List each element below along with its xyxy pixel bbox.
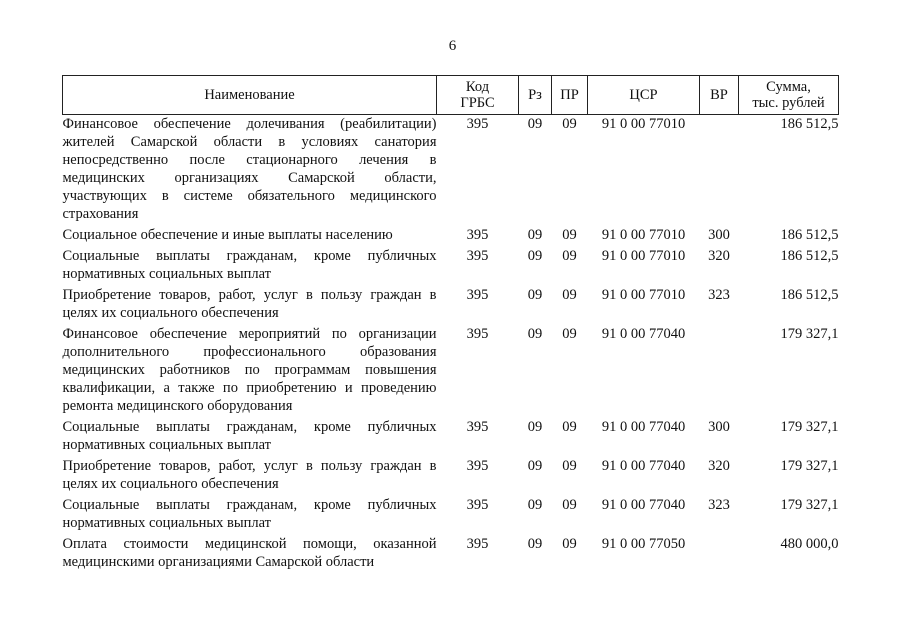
row-rz: 09 [527,326,543,342]
row-grbs: 395 [466,458,489,474]
row-grbs: 395 [466,287,489,303]
row-csr: 91 0 00 77050 [601,536,686,552]
table-row [63,418,839,457]
header-sum-line1: Сумма, [766,79,811,95]
row-csr: 91 0 00 77010 [601,116,686,132]
row-rz: 09 [527,458,543,474]
row-sum: 186 512,5 [780,116,839,132]
row-sum: 179 327,1 [780,419,839,435]
row-name: Финансовое обеспечение мероприятий по организации дополнительного профессионального образования медицинских работников по программам повышения квалификации, а также по приобретению и проведению ремонта медицинского оборудования [62,326,437,414]
row-rz: 09 [527,536,543,552]
row-grbs: 395 [466,497,489,513]
row-name: Социальные выплаты гражданам, кроме публичных нормативных социальных выплат [62,419,437,453]
row-vr: 320 [708,458,730,474]
row-csr: 91 0 00 77040 [601,326,686,342]
header-csr: ЦСР [588,76,700,115]
row-name: Приобретение товаров, работ, услуг в пользу граждан в целях их социального обеспечения [62,458,437,492]
table-row [63,247,839,286]
row-rz: 09 [527,116,543,132]
row-name: Финансовое обеспечение долечивания (реабилитации) жителей Самарской области в условиях санатория непосредственно после стационарного лечения в медицинских организациях Самарской области, участвующих в системе обязательного медицинского страхования [62,116,437,222]
header-grbs-line2: ГРБС [460,95,495,111]
row-pr: 09 [562,248,577,264]
row-vr [700,535,739,574]
row-rz: 09 [527,227,543,243]
row-pr: 09 [562,497,577,513]
row-vr: 320 [708,248,730,264]
row-pr: 09 [562,536,577,552]
row-csr: 91 0 00 77040 [601,497,686,513]
row-sum: 179 327,1 [780,458,839,474]
row-csr: 91 0 00 77040 [601,419,686,435]
table-row [63,286,839,325]
row-csr: 91 0 00 77040 [601,458,686,474]
row-pr: 09 [562,287,577,303]
row-rz: 09 [527,497,543,513]
row-rz: 09 [527,419,543,435]
row-name: Социальные выплаты гражданам, кроме публичных нормативных социальных выплат [62,497,437,531]
header-pr: ПР [552,76,588,115]
table-row [63,115,839,227]
row-grbs: 395 [466,419,489,435]
row-grbs: 395 [466,248,489,264]
row-pr: 09 [562,458,577,474]
row-sum: 179 327,1 [780,497,839,513]
row-csr: 91 0 00 77010 [601,287,686,303]
header-grbs-line1: Код [465,79,490,95]
header-rz: Рз [519,76,552,115]
header-sum [739,76,839,115]
header-sum-line2: тыс. рублей [752,95,825,111]
row-pr: 09 [562,227,577,243]
row-sum: 186 512,5 [780,227,839,243]
row-csr: 91 0 00 77010 [601,227,686,243]
table-row [63,457,839,496]
row-grbs: 395 [466,536,489,552]
table-row [63,496,839,535]
row-csr: 91 0 00 77010 [601,248,686,264]
row-vr: 300 [708,227,730,243]
header-vr: ВР [700,76,739,115]
table-row [63,535,839,574]
table-row [63,325,839,418]
row-vr: 300 [708,419,730,435]
row-sum: 186 512,5 [780,287,839,303]
row-vr: 323 [708,497,730,513]
page-number: 6 [448,38,457,54]
row-name: Социальное обеспечение и иные выплаты населению [62,227,393,243]
row-name: Социальные выплаты гражданам, кроме публичных нормативных социальных выплат [62,248,437,282]
row-rz: 09 [527,287,543,303]
row-vr [700,115,739,227]
row-sum: 480 000,0 [780,536,839,552]
row-sum: 179 327,1 [780,326,839,342]
row-name: Оплата стоимости медицинской помощи, оказанной медицинскими организациями Самарской области [62,536,437,570]
row-pr: 09 [562,326,577,342]
budget-table [62,75,839,574]
row-pr: 09 [562,116,577,132]
row-vr: 323 [708,287,730,303]
table-header-row [63,76,839,115]
header-name: Наименование [63,76,437,115]
row-name: Приобретение товаров, работ, услуг в пользу граждан в целях их социального обеспечения [62,287,437,321]
header-grbs [437,76,519,115]
table-row [63,226,839,247]
row-pr: 09 [562,419,577,435]
row-grbs: 395 [466,116,489,132]
row-sum: 186 512,5 [780,248,839,264]
row-rz: 09 [527,248,543,264]
table-body [63,115,839,575]
row-grbs: 395 [466,326,489,342]
row-vr [700,325,739,418]
row-grbs: 395 [466,227,489,243]
